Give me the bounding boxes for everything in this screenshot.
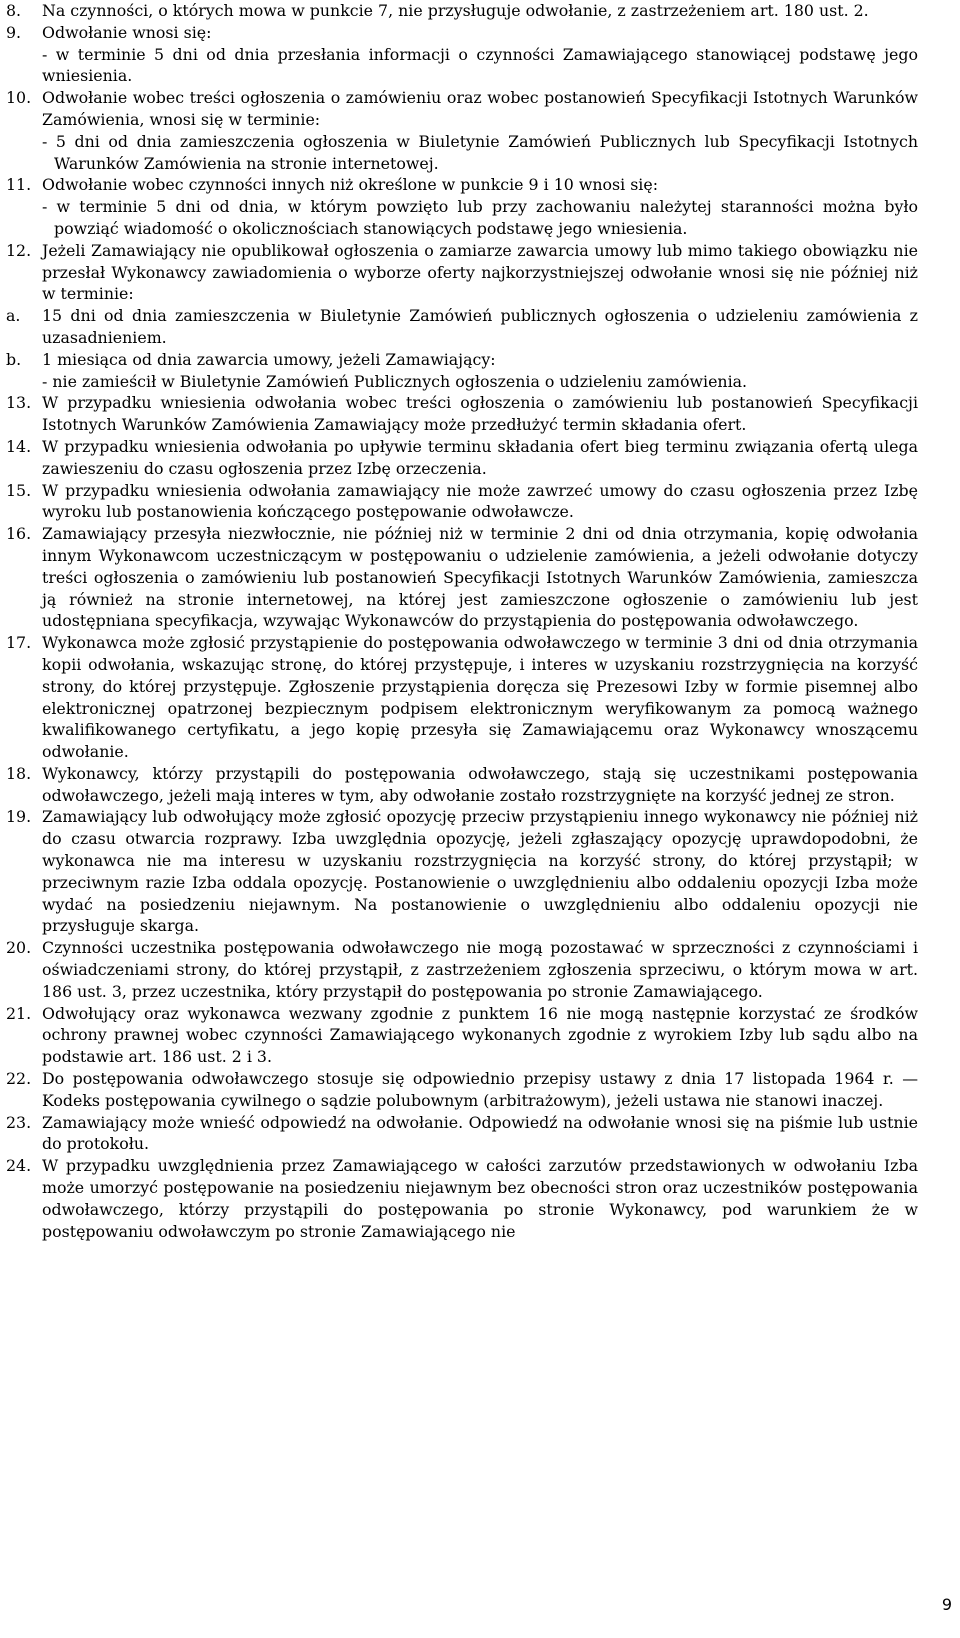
item-number: 19.: [6, 807, 32, 827]
item-number: 12.: [6, 240, 32, 260]
item-number: 11.: [6, 175, 32, 195]
item-number: 8.: [6, 1, 22, 20]
list-item: [6, 1068, 918, 1112]
item-number: 10.: [6, 88, 32, 108]
item-number: 17.: [6, 633, 32, 653]
list-item: [6, 763, 918, 807]
list-item: [6, 436, 918, 480]
item-text: Zamawiający lub odwołujący może zgłosić opozycję przeciw przystąpieniu innego wykonawcy nie później niż do czasu otwarcia rozprawy. Izba uwzględnia opozycję, jeżeli zgłaszający opozycję uprawdopodobni, że wykonawca nie ma interesu w uzyskaniu rozstrzygnięcia na korzyść strony, do której przystąpił; w przeciwnym razie Izba oddala opozycję. Postanowienie o uwzględnieniu albo oddaleniu opozycji Izba może wydać na posiedzeniu niejawnym. Na postanowienie o uwzględnieniu albo oddaleniu opozycji nie przysługuje skarga.: [42, 807, 918, 936]
item-text: Zamawiający może wnieść odpowiedź na odwołanie. Odpowiedź na odwołanie wnosi się na piśmie lub ustnie do protokołu.: [42, 1112, 918, 1154]
item-number: a.: [6, 306, 21, 326]
item-text: Wykonawca może zgłosić przystąpienie do postępowania odwoławczego w terminie 3 dni od dnia otrzymania kopii odwołania, wskazując stronę, do której przystępuje, i interes w uzyskaniu rozstrzygnięcia na korzyść strony, do której przystępuje. Zgłoszenie przystąpienia doręcza się Prezesowi Izby w formie pisemnej albo elektronicznej opatrzonej bezpiecznym podpisem elektronicznym weryfikowanym za pomocą ważnego kwalifikowanego certyfikatu, a jego kopię przesyła się Zamawiającemu oraz Wykonawcy wnoszącemu odwołanie.: [42, 633, 918, 762]
list-item: [6, 0, 918, 22]
item-text: Wykonawcy, którzy przystąpili do postępowania odwoławczego, stają się uczestnikami postępowania odwoławczego, jeżeli mają interes w tym, aby odwołanie zostało rozstrzygnięte na korzyść jednej ze stron.: [42, 763, 918, 805]
item-text: Do postępowania odwoławczego stosuje się odpowiednio przepisy ustawy z dnia 17 listopada 1964 r. — Kodeks postępowania cywilnego o sądzie polubownym (arbitrażowym), jeżeli ustawa nie stanowi inaczej.: [42, 1069, 918, 1110]
numbered-list: [6, 0, 918, 1242]
item-number: 9.: [6, 22, 22, 42]
item-text: Zamawiający przesyła niezwłocznie, nie później niż w terminie 2 dni od dnia otrzymania, kopię odwołania innym Wykonawcom uczestniczącym w postępowaniu o udzielenie zamówienia, a jeżeli odwołanie dotyczy treści ogłoszenia o zamówieniu lub postanowień Specyfikacji Istotnych Warunków Zamówienia, zamieszcza ją również na stronie internetowej, na której jest zamieszczone ogłoszenie o zamówieniu lub jest udostępniana specyfikacja, wzywając Wykonawców do przystąpienia do postępowania odwoławczego.: [42, 524, 918, 631]
item-number: 22.: [6, 1069, 32, 1089]
page-number: 9: [941, 1595, 952, 1614]
list-item: [6, 87, 918, 174]
list-item: [6, 22, 918, 87]
list-item: [6, 1155, 918, 1242]
document-page: [6, 0, 918, 1242]
list-item: [6, 632, 918, 763]
item-number: 24.: [6, 1156, 32, 1176]
item-text: Odwołanie wobec treści ogłoszenia o zamówieniu oraz wobec postanowień Specyfikacji Istotnych Warunków Zamówienia, wnosi się w terminie:: [42, 88, 918, 129]
item-number: 21.: [6, 1003, 32, 1023]
item-text: Odwołanie wnosi się:: [42, 22, 212, 42]
item-number: 16.: [6, 524, 32, 544]
item-text: Odwołujący oraz wykonawca wezwany zgodnie z punktem 16 nie mogą następnie korzystać ze środków ochrony prawnej wobec czynności Zamawiającego wykonanych zgodnie z wyrokiem Izby lub sądu albo na podstawie art. 186 ust. 2 i 3.: [42, 1003, 918, 1067]
list-item: [6, 174, 918, 239]
item-text: Odwołanie wobec czynności innych niż określone w punkcie 9 i 10 wnosi się:: [42, 175, 659, 195]
list-item: [6, 240, 918, 305]
item-number: 20.: [6, 938, 32, 958]
item-number: 14.: [6, 436, 32, 456]
sub-item: - w terminie 5 dni od dnia przesłania informacji o czynności Zamawiającego stanowiącej podstawę jego wniesienia.: [42, 44, 918, 86]
list-item: [6, 937, 918, 1002]
item-text: 15 dni od dnia zamieszczenia w Biuletynie Zamówień publicznych ogłoszenia o udzieleniu zamówienia z uzasadnieniem.: [42, 306, 918, 347]
item-number: 15.: [6, 480, 32, 500]
item-number: b.: [6, 349, 22, 369]
list-item: [6, 523, 918, 632]
item-text: W przypadku uwzględnienia przez Zamawiającego w całości zarzutów przedstawionych w odwołaniu Izba może umorzyć postępowanie na posiedzeniu niejawnym bez obecności stron oraz uczestników postępowania odwoławczego, którzy przystąpili do postępowania po stronie Wykonawcy, pod warunkiem że w postępowaniu odwoławczym po stronie Zamawiającego nie: [42, 1156, 918, 1241]
item-text: Jeżeli Zamawiający nie opublikował ogłoszenia o zamiarze zawarcia umowy lub mimo takiego obowiązku nie przesłał Wykonawcy zawiadomienia o wyborze oferty najkorzystniejszej odwołanie wnosi się nie później niż w terminie:: [42, 240, 918, 304]
item-number: 13.: [6, 393, 32, 413]
item-text: W przypadku wniesienia odwołania po upływie terminu składania ofert bieg terminu związania ofertą ulega zawieszeniu do czasu ogłoszenia przez Izbę orzeczenia.: [42, 436, 918, 478]
list-item: [6, 1112, 918, 1156]
list-item: [6, 806, 918, 937]
item-text: 1 miesiąca od dnia zawarcia umowy, jeżeli Zamawiający:: [42, 349, 496, 369]
list-item: [6, 305, 918, 349]
sub-item: - nie zamieścił w Biuletynie Zamówień Publicznych ogłoszenia o udzieleniu zamówienia.: [42, 371, 748, 391]
list-item: [6, 392, 918, 436]
item-text: Na czynności, o których mowa w punkcie 7, nie przysługuje odwołanie, z zastrzeżeniem art. 180 ust. 2.: [42, 1, 869, 20]
item-text: Czynności uczestnika postępowania odwoławczego nie mogą pozostawać w sprzeczności z czynnościami i oświadczeniami strony, do której przystąpił, z zastrzeżeniem zgłoszenia sprzeciwu, o którym mowa w art. 186 ust. 3, przez uczestnika, który przystąpił do postępowania po stronie Zamawiającego.: [42, 938, 918, 1001]
item-text: W przypadku wniesienia odwołania wobec treści ogłoszenia o zamówieniu lub postanowień Specyfikacji Istotnych Warunków Zamówienia Zamawiający może przedłużyć termin składania ofert.: [42, 393, 918, 435]
list-item: [6, 349, 918, 393]
list-item: [6, 480, 918, 524]
sub-item: - 5 dni od dnia zamieszczenia ogłoszenia w Biuletynie Zamówień Publicznych lub Specyfikacji Istotnych Warunków Zamówienia na stronie internetowej.: [42, 131, 918, 173]
item-text: W przypadku wniesienia odwołania zamawiający nie może zawrzeć umowy do czasu ogłoszenia przez Izbę wyroku lub postanowienia kończącego postępowanie odwoławcze.: [42, 480, 918, 522]
item-number: 23.: [6, 1112, 32, 1132]
list-item: [6, 1003, 918, 1068]
sub-item: - w terminie 5 dni od dnia, w którym powzięto lub przy zachowaniu należytej staranności można było powziąć wiadomość o okolicznościach stanowiących podstawę jego wniesienia.: [42, 197, 918, 238]
item-number: 18.: [6, 763, 32, 783]
